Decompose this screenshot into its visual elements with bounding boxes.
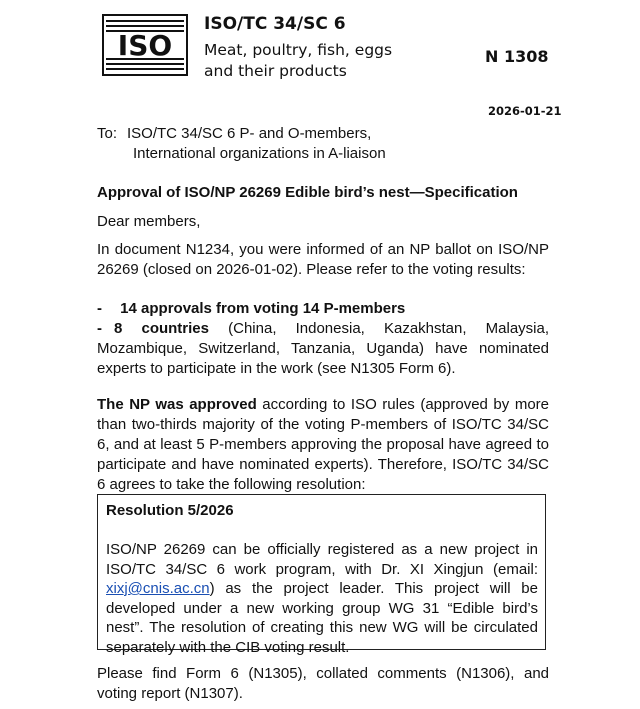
approval-lead: The NP was approved	[97, 396, 257, 413]
bullet-dash: -	[97, 300, 102, 317]
committee-subtitle: Meat, poultry, fish, eggs and their products	[204, 41, 393, 80]
resolution-text-part2: ) as the project leader. This project will be developed under a new working group WG 31 “Edible bird’s nest”. The resolution of creating this new WG will be circulated separately with the CIB voting result.	[106, 580, 538, 656]
resolution-title: Resolution 5/2026	[106, 502, 234, 519]
email-link[interactable]: xixj@cnis.ac.cn	[106, 580, 210, 597]
greeting: Dear members,	[97, 213, 201, 230]
subject-line: Approval of ISO/NP 26269 Edible bird’s nest—Specification	[97, 184, 518, 201]
intro-paragraph: In document N1234, you were informed of an NP ballot on ISO/NP 26269 (closed on 2026-01-02). Please refer to the voting results:	[97, 241, 549, 278]
resolution-box	[97, 494, 546, 656]
closing-paragraph: Please find Form 6 (N1305), collated comments (N1306), and voting report (N1307).	[97, 665, 549, 702]
document-number: N 1308	[485, 47, 549, 66]
resolution-text-part1: ISO/NP 26269 can be officially registered as a new project in ISO/TC 34/SC 6 work program, with Dr. XI Xingjun (email:	[106, 541, 538, 578]
to-recipients-line1: ISO/TC 34/SC 6 P- and O-members,	[127, 125, 372, 142]
committee-title: ISO/TC 34/SC 6	[204, 14, 346, 34]
iso-logo	[102, 14, 188, 76]
to-label: To:	[97, 125, 118, 142]
logo-text: ISO	[117, 29, 173, 62]
bullet-countries	[97, 319, 549, 379]
bullet-approvals-text: 14 approvals from voting 14 P-members	[120, 300, 406, 317]
resolution-body	[106, 540, 538, 657]
bullet-approvals	[97, 299, 549, 319]
approval-paragraph	[97, 395, 549, 495]
bullet-dash: -	[97, 320, 102, 337]
bullet-countries-lead: 8 countries	[114, 320, 209, 337]
to-recipients-line2: International organizations in A-liaison	[133, 145, 386, 162]
document-date: 2026-01-21	[488, 104, 562, 118]
bullet-countries-text: (China, Indonesia, Kazakhstan, Malaysia, Mozambique, Switzerland, Tanzania, Uganda) have nominated experts to participate in the work (see N1305 Form 6).	[97, 320, 550, 377]
approval-text: according to ISO rules (approved by more than two-thirds majority of the voting P-members of ISO/TC 34/SC 6, and at least 5 P-members approving the proposal have agreed to participate and have nominated experts). Therefore, ISO/TC 34/SC 6 agrees to take the following resolution:	[97, 396, 549, 493]
